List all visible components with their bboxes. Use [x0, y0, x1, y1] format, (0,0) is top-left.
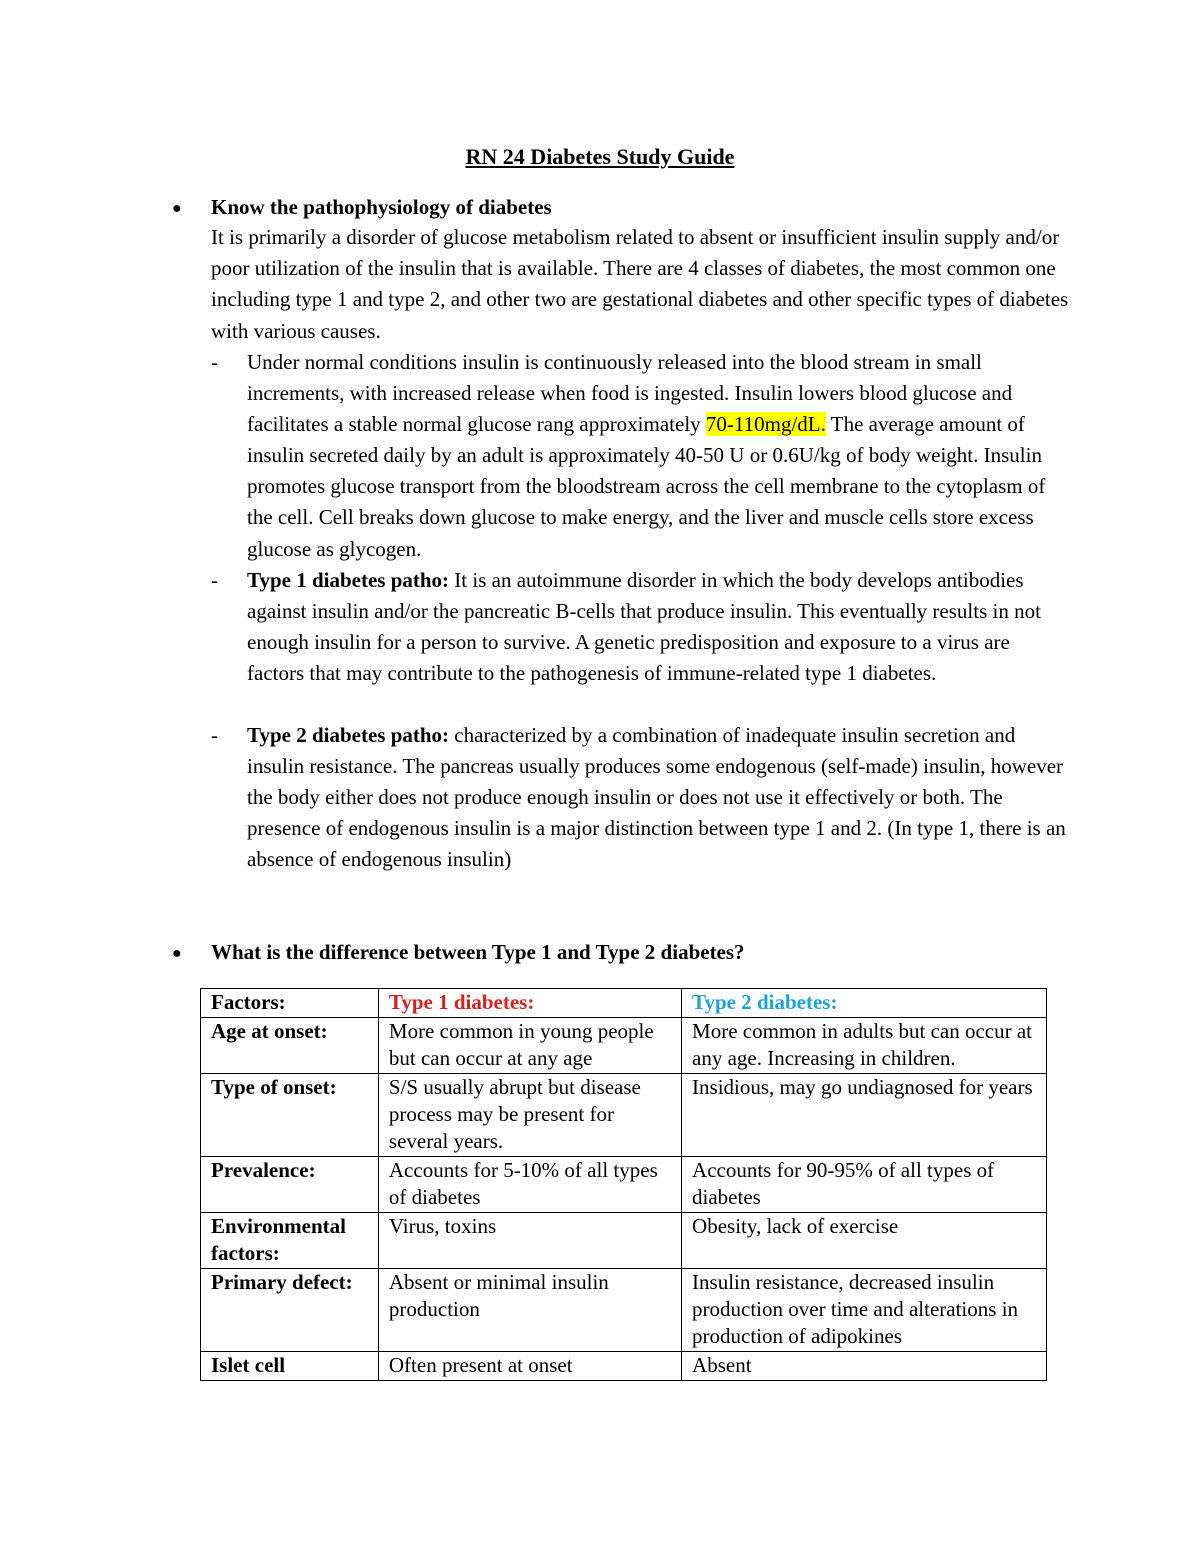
bullet-icon: ●: [172, 200, 182, 217]
header-type1: Type 1 diabetes:: [378, 989, 681, 1018]
row-factor: Type of onset:: [201, 1074, 379, 1157]
glucose-range-highlight: 70-110mg/dL.: [705, 412, 826, 437]
section-heading-difference: What is the difference between Type 1 and Type 2 diabetes?: [211, 940, 745, 964]
table-row: [201, 1269, 1047, 1352]
table-row: [201, 1213, 1047, 1269]
comparison-table: [200, 988, 1047, 1381]
row-type1-value: Absent or minimal insulin production: [378, 1269, 681, 1352]
row-type2-value: Obesity, lack of exercise: [682, 1213, 1047, 1269]
row-factor: Prevalence:: [201, 1157, 379, 1213]
bullet-icon: ●: [172, 945, 182, 962]
type2-patho-item: [211, 720, 1071, 875]
row-type2-value: Insulin resistance, decreased insulin production over time and alterations in production of adipokines: [682, 1269, 1047, 1352]
row-type1-value: Accounts for 5-10% of all types of diabetes: [378, 1157, 681, 1213]
normal-conditions-text: Under normal conditions insulin is continuously released into the blood stream in small increments, with increased release when food is ingested. Insulin lowers blood glucose and facilitates a stable normal glucose rang approximately: [247, 350, 1013, 437]
type1-patho-label: Type 1 diabetes patho:: [247, 568, 450, 592]
row-type1-value: More common in young people but can occur at any age: [378, 1018, 681, 1074]
header-type2: Type 2 diabetes:: [682, 989, 1047, 1018]
row-type1-value: S/S usually abrupt but disease process may be present for several years.: [378, 1074, 681, 1157]
type2-patho-text: characterized by a combination of inadequate insulin secretion and insulin resistance. The pancreas usually produces some endogenous (self-made) insulin, however the body either does not produce enough insulin or does not use it effectively or both. The presence of endogenous insulin is a major distinction between type 1 and 2. (In type 1, there is an absence of endogenous insulin): [247, 723, 1066, 872]
row-factor: Environmental factors:: [201, 1213, 379, 1269]
row-type1-value: Often present at onset: [378, 1352, 681, 1381]
row-type1-value: Virus, toxins: [378, 1213, 681, 1269]
table-row: [201, 1157, 1047, 1213]
table-row: [201, 1074, 1047, 1157]
table-row: [201, 1352, 1047, 1381]
type1-patho-item: [211, 565, 1071, 689]
dash-icon: -: [211, 350, 218, 374]
type2-patho-label: Type 2 diabetes patho:: [247, 723, 450, 747]
dash-icon: -: [211, 723, 218, 747]
dash-icon: -: [211, 568, 218, 592]
row-type2-value: Accounts for 90-95% of all types of diabetes: [682, 1157, 1047, 1213]
row-type2-value: More common in adults but can occur at any age. Increasing in children.: [682, 1018, 1047, 1074]
row-type2-value: Absent: [682, 1352, 1047, 1381]
normal-conditions-text-cont: The average amount of insulin secreted daily by an adult is approximately 40-50 U or 0.6U/kg of body weight. Insulin promotes glucose transport from the bloodstream across the cell membrane to the cytoplasm of the cell. Cell breaks down glucose to make energy, and the liver and muscle cells store excess glucose as glycogen.: [247, 412, 1046, 561]
row-factor: Primary defect:: [201, 1269, 379, 1352]
section-heading-pathophysiology: Know the pathophysiology of diabetes: [211, 195, 552, 219]
normal-conditions-item: [211, 347, 1071, 565]
header-factors: Factors:: [201, 989, 379, 1018]
page-title: RN 24 Diabetes Study Guide: [465, 144, 735, 169]
row-factor: Age at onset:: [201, 1018, 379, 1074]
row-type2-value: Insidious, may go undiagnosed for years: [682, 1074, 1047, 1157]
table-row: [201, 1018, 1047, 1074]
type1-patho-text: It is an autoimmune disorder in which the body develops antibodies against insulin and/or the pancreatic B-cells that produce insulin. This eventually results in not enough insulin for a person to survive. A genetic predisposition and exposure to a virus are factors that may contribute to the pathogenesis of immune-related type 1 diabetes.: [247, 568, 1041, 686]
row-factor: Islet cell: [201, 1352, 379, 1381]
intro-paragraph: It is primarily a disorder of glucose metabolism related to absent or insufficient insulin supply and/or poor utilization of the insulin that is available. There are 4 classes of diabetes, the most common one including type 1 and type 2, and other two are gestational diabetes and other specific types of diabetes with various causes.: [211, 225, 1069, 343]
table-header-row: [201, 989, 1047, 1018]
